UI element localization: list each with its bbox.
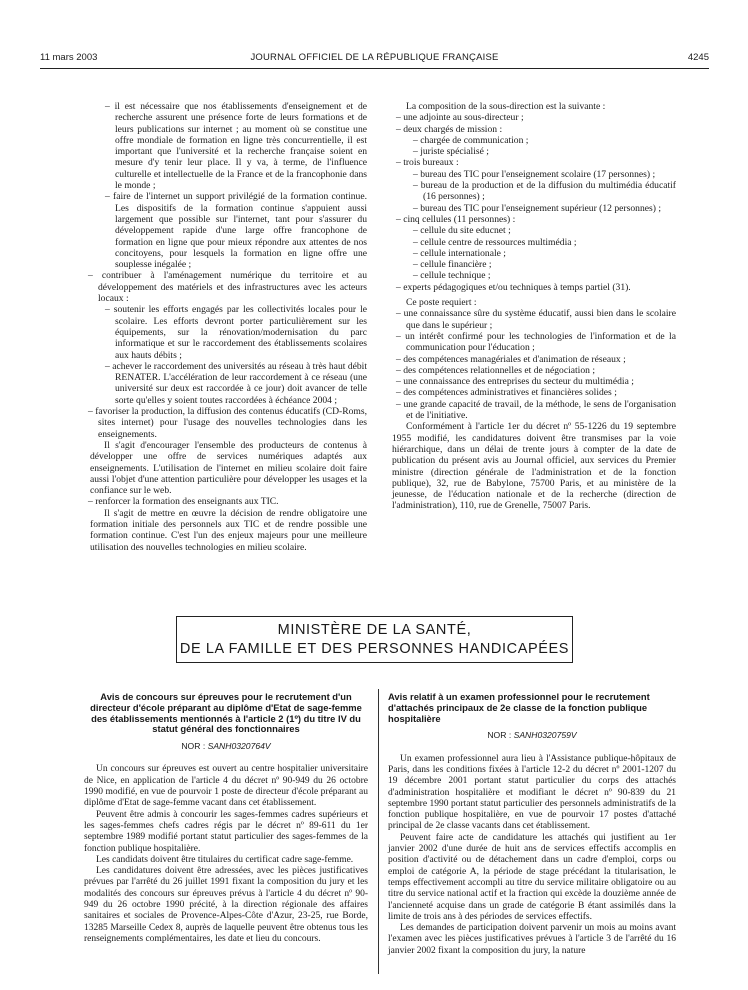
article-concours (84, 692, 368, 945)
paragraph: La composition de la sous-direction est la suivante : (406, 101, 606, 112)
ministry-line-2: DE LA FAMILLE ET DES PERSONNES HANDICAPÉES (179, 641, 570, 657)
left-column (84, 101, 367, 553)
paragraph: – une adjointe au sous-directeur ; (396, 112, 524, 124)
paragraph: – cinq cellules (11 personnes) : (396, 213, 516, 225)
header-rule (40, 68, 709, 69)
nor-label: NOR : (181, 741, 206, 752)
paragraph: – favoriser la production, la diffusion des contenus éducatifs (CD-Roms, sites internet) pour l'usage des nouvelles technologies dans les enseignements. (88, 406, 367, 440)
article-examen (388, 692, 676, 957)
ministry-line-1: MINISTÈRE DE LA SANTÉ, (277, 622, 472, 638)
paragraph: – une connaissance des entreprises du secteur du multimédia ; (396, 376, 634, 388)
nor-label: NOR : (487, 730, 512, 741)
paragraph: – juriste spécialisé ; (413, 146, 489, 158)
paragraph: – cellule du site educnet ; (413, 225, 511, 237)
paragraph: – deux chargés de mission : (396, 123, 503, 135)
nor-code: SANH0320759V (513, 730, 577, 741)
column-divider (378, 689, 379, 974)
nor-code: SANH0320764V (207, 741, 271, 752)
paragraph: – contribuer à l'aménagement numérique du territoire et au développement des matériels et des infrastructures avec les acteurs locaux : (88, 270, 367, 305)
nor-reference (388, 730, 676, 741)
paragraph: – faire de l'internet un support privilégié de la formation continue. Les dispositifs de la formation continue s'appuient aussi largement que possible sur l'internet, tant pour s'assurer du développement rapide d'une large offre francophone de formation en ligne que pour mieux répondre aux attentes de nos concitoyens, pour lesquels la formation en ligne offre une souplesse inégalée ; (105, 191, 367, 271)
page-header (40, 52, 709, 66)
paragraph: Un examen professionnel aura lieu à l'Assistance publique-hôpitaux de Paris, dans les conditions fixées à l'article 12-2 du décret nº 2001-1207 du 19 décembre 2001 portant statut particulier du corps des attachés d'administration hospitalière et modifiant le décret nº 90-839 du 21 septembre 1990 portant statut particulier des personnels administratifs de la fonction publique hospitalière, en vue de pourvoir 17 postes d'attaché principal de 2e classe vacants dans cet établissement. (388, 753, 676, 832)
nor-reference (84, 741, 368, 752)
paragraph: – bureau de la production et de la diffusion du multimédia éducatif (16 personnes) ; (413, 180, 676, 203)
paragraph: – cellule financière ; (413, 259, 492, 271)
article-body (388, 754, 676, 957)
paragraph: Peuvent être admis à concourir les sages-femmes cadres supérieurs et les sages-femmes chefs cadres régis par le décret nº 89-611 du 1er septembre 1989 modifié portant statut particulier des sages-femmes de la fonction publique hospitalière. (84, 809, 368, 854)
paragraph: Il s'agit d'encourager l'ensemble des producteurs de contenus à développer une offre de services numériques adaptés aux enseignements. L'utilisation de l'internet en milieu scolaire doit faire aussi l'objet d'une attention particulière pour développer les usages et la confiance sur le web. (90, 439, 367, 497)
paragraph: – renforcer la formation des enseignants aux TIC. (88, 496, 279, 508)
article-body (84, 764, 368, 945)
paragraph: Ce poste requiert : (406, 297, 477, 309)
paragraph: – soutenir les efforts engagés par les collectivités locales pour le scolaire. Les efforts devront porter particulièrement sur les équipements, sur la rénovation/modernisation du parc informatique et sur le raccordement des établissements scolaires aux hauts débits ; (105, 304, 367, 361)
paragraph: – des compétences managériales et d'animation de réseaux ; (396, 353, 626, 365)
paragraph: – bureau des TIC pour l'enseignement supérieur (12 personnes) ; (413, 202, 661, 214)
article-title: Avis de concours sur épreuves pour le recrutement d'un directeur d'école préparant au diplôme d'Etat de sage-femme des établissements mentionnés à l'article 2 (1º) du titre IV du statut général des fonctionnaires (90, 691, 362, 735)
paragraph: – cellule technique ; (413, 270, 491, 282)
article-title: Avis relatif à un examen professionnel pour le recrutement d'attachés principaux de 2e classe de la fonction publique hospitalière (388, 691, 650, 724)
paragraph: Les candidats doivent être titulaires du certificat cadre sage-femme. (96, 854, 354, 865)
paragraph: – une connaissance sûre du système éducatif, aussi bien dans le scolaire que dans le supérieur ; (396, 308, 676, 331)
paragraph: Un concours sur épreuves est ouvert au centre hospitalier universitaire de Nice, en application de l'article 4 du décret nº 90-949 du 26 octobre 1990 modifié, en vue de pourvoir 1 poste de directeur d'école préparant au diplôme d'Etat de sage-femme vacant dans cet établissement. (84, 764, 368, 809)
paragraph: – il est nécessaire que nos établissements d'enseignement et de recherche assurent une présence forte de leurs formations et de leurs publications sur internet ; au moment où se constitue une offre mondiale de formation en ligne très concurrentielle, il est important que l'université et la recherche française soient en mesure d'y tenir leur place. Il y va, à terme, de l'influence culturelle et intellectuelle de la France et de la francophonie dans le monde ; (105, 101, 367, 192)
paragraph: – chargée de communication ; (413, 134, 529, 146)
paragraph: Conformément à l'article 1er du décret nº 55-1226 du 19 septembre 1955 modifié, les candidatures doivent être transmises par la voie hiérarchique, dans un délai de trente jours à compter de la date de publication du présent avis au Journal officiel, aux services du Premier ministre (direction générale de l'administration et de la fonction publique), 32, rue de Babylone, 75700 Paris, et au ministère de la jeunesse, de l'éducation nationale et de la recherche (direction de l'administration), 110, rue de Grenelle, 75007 Paris. (392, 421, 676, 512)
paragraph: – des compétences administratives et financières solides ; (396, 387, 617, 399)
paragraph: Peuvent faire acte de candidature les attachés qui justifient au 1er janvier 2002 d'une durée de huit ans de services effectifs accomplis en position d'activité ou de détachement dans un cadre d'emploi, corps ou emploi de catégorie A, la période de stage précédant la titularisation, le temps effectivement accompli au titre du service militaire obligatoire ou au titre du service national actif et la fraction qui excède la douzième année de l'ancienneté acquise dans un grade de catégorie B étant assimilés dans la limite de trois ans à des périodes de services effectifs. (388, 832, 676, 922)
paragraph: – un intérêt confirmé pour les technologies de l'information et de la communication pour l'éducation ; (396, 330, 676, 354)
paragraph: – des compétences relationnelles et de négociation ; (396, 364, 595, 376)
paragraph: Les demandes de participation doivent parvenir un mois au moins avant l'examen avec les pièces justificatives prévues à l'article 3 de l'arrêté du 16 janvier 2002 fixant la composition du jury, la nature (388, 923, 676, 956)
paragraph: – achever le raccordement des universités au réseau à très haut débit RENATER. L'accélération de leur raccordement à ce réseau (une université sur deux est raccordée à ce jour) doit avancer de telle sorte qu'elles y soient toutes raccordées à échéance 2004 ; (105, 360, 367, 406)
header-date: 11 mars 2003 (40, 52, 98, 63)
paragraph: – trois bureaux : (396, 157, 459, 169)
paragraph: – cellule internationale ; (413, 247, 506, 259)
paragraph: Les candidatures doivent être adressées, avec les pièces justificatives prévues par l'arrêté du 26 juillet 1991 fixant la composition du jury et les modalités des concours sur épreuves prévus à l'article 4 du décret nº 90-949 du 26 octobre 1990 précité, à la direction régionale des affaires sanitaires et sociales de Provence-Alpes-Côte d'Azur, 23-25, rue Borde, 13285 Marseille Cedex 8, auprès de laquelle peuvent être obtenus tous les renseignements complémentaires, les date et lieu du concours. (84, 866, 368, 944)
header-journal-title: JOURNAL OFFICIEL DE LA RÉPUBLIQUE FRANÇAISE (250, 52, 499, 63)
paragraph: – cellule centre de ressources multimédia ; (413, 236, 577, 248)
right-column (392, 101, 676, 512)
ministry-box (176, 616, 573, 663)
header-page-number: 4245 (687, 52, 709, 63)
paragraph: – experts pédagogiques et/ou techniques à temps partiel (31). (396, 281, 631, 293)
paragraph: – bureau des TIC pour l'enseignement scolaire (17 personnes) ; (413, 168, 656, 180)
paragraph: Il s'agit de mettre en œuvre la décision de rendre obligatoire une formation initiale des personnels aux TIC et de rendre possible une formation continue. C'est l'un des enjeux majeurs pour une meilleure utilisation des nouvelles technologies en milieu scolaire. (90, 507, 367, 553)
paragraph: – une grande capacité de travail, de la méthode, le sens de l'organisation et de l'initiative. (396, 398, 676, 422)
